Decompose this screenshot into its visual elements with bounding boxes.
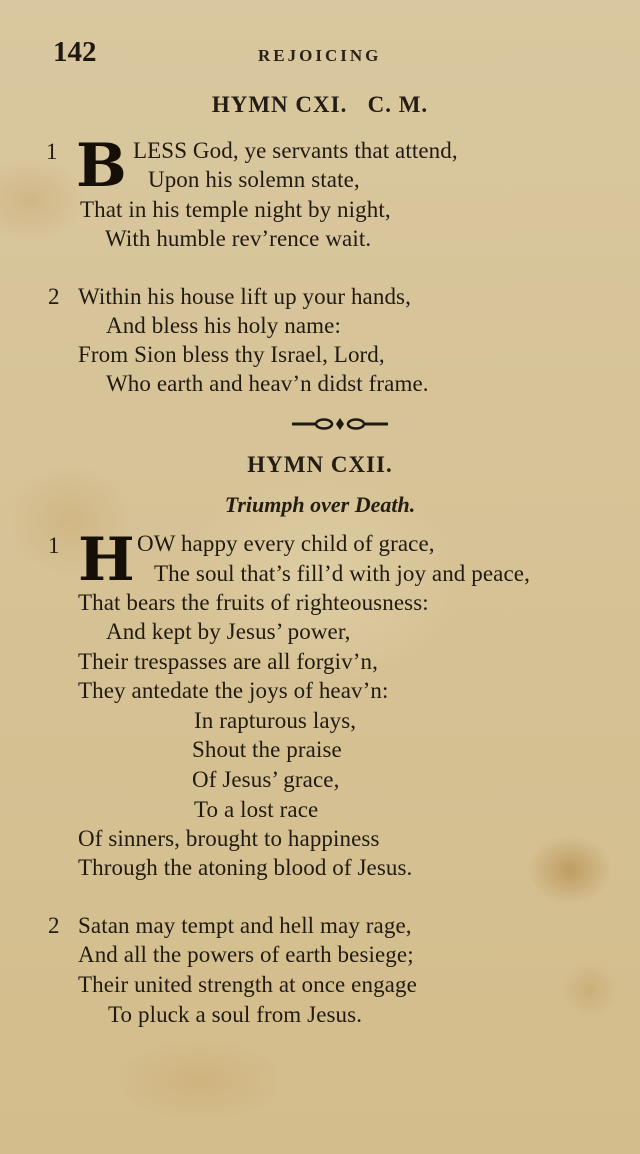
hymn-title: HYMN CXII. bbox=[247, 452, 393, 477]
verse-line: And kept by Jesus’ power, bbox=[106, 619, 351, 644]
verse-line: With humble rev’rence wait. bbox=[105, 226, 372, 251]
verse-line: Who earth and heav’n didst frame. bbox=[106, 371, 429, 396]
verse-line: Within his house lift up your hands, bbox=[78, 284, 411, 309]
verse-line: That bears the fruits of righteousness: bbox=[78, 590, 429, 615]
verse-line: From Sion bless thy Israel, Lord, bbox=[78, 342, 385, 367]
running-head: REJOICING bbox=[258, 46, 382, 65]
verse-line: In rapturous lays, bbox=[194, 708, 357, 733]
verse-number: 1 bbox=[46, 139, 58, 164]
verse-line: Of Jesus’ grace, bbox=[192, 767, 340, 792]
verse-line: LESS God, ye servants that attend, bbox=[133, 138, 458, 163]
fleuron-divider-icon bbox=[290, 414, 390, 434]
verse-line: Upon his solemn state, bbox=[148, 167, 360, 192]
verse-line: And all the powers of earth besiege; bbox=[78, 942, 414, 967]
verse-line: To a lost race bbox=[194, 797, 319, 822]
verse-line: And bless his holy name: bbox=[106, 313, 341, 338]
verse-line: Of sinners, brought to happiness bbox=[78, 826, 380, 851]
verse-line: The soul that’s fill’d with joy and peace, bbox=[154, 561, 530, 586]
verse-line: Satan may tempt and hell may rage, bbox=[78, 913, 412, 938]
page-header bbox=[0, 36, 640, 72]
page-number: 142 bbox=[53, 36, 97, 68]
verse-number: 2 bbox=[48, 284, 60, 309]
drop-cap: H bbox=[78, 525, 135, 595]
verse-line: Through the atoning blood of Jesus. bbox=[78, 855, 413, 880]
verse-number: 1 bbox=[48, 533, 60, 558]
verse-line: Their trespasses are all forgiv’n, bbox=[78, 649, 378, 674]
verse-line: To pluck a soul from Jesus. bbox=[108, 1002, 363, 1027]
verse-line: Their united strength at once engage bbox=[78, 972, 417, 997]
verse-number: 2 bbox=[48, 913, 60, 938]
verse-line: OW happy every child of grace, bbox=[137, 531, 435, 556]
verse-line: They antedate the joys of heav’n: bbox=[78, 678, 389, 703]
verse-line: Shout the praise bbox=[192, 737, 342, 762]
hymn-subtitle: Triumph over Death. bbox=[224, 492, 416, 517]
drop-cap: B bbox=[76, 131, 127, 201]
hymn-title: HYMN CXI. C. M. bbox=[211, 92, 429, 117]
verse-line: That in his temple night by night, bbox=[80, 197, 391, 222]
